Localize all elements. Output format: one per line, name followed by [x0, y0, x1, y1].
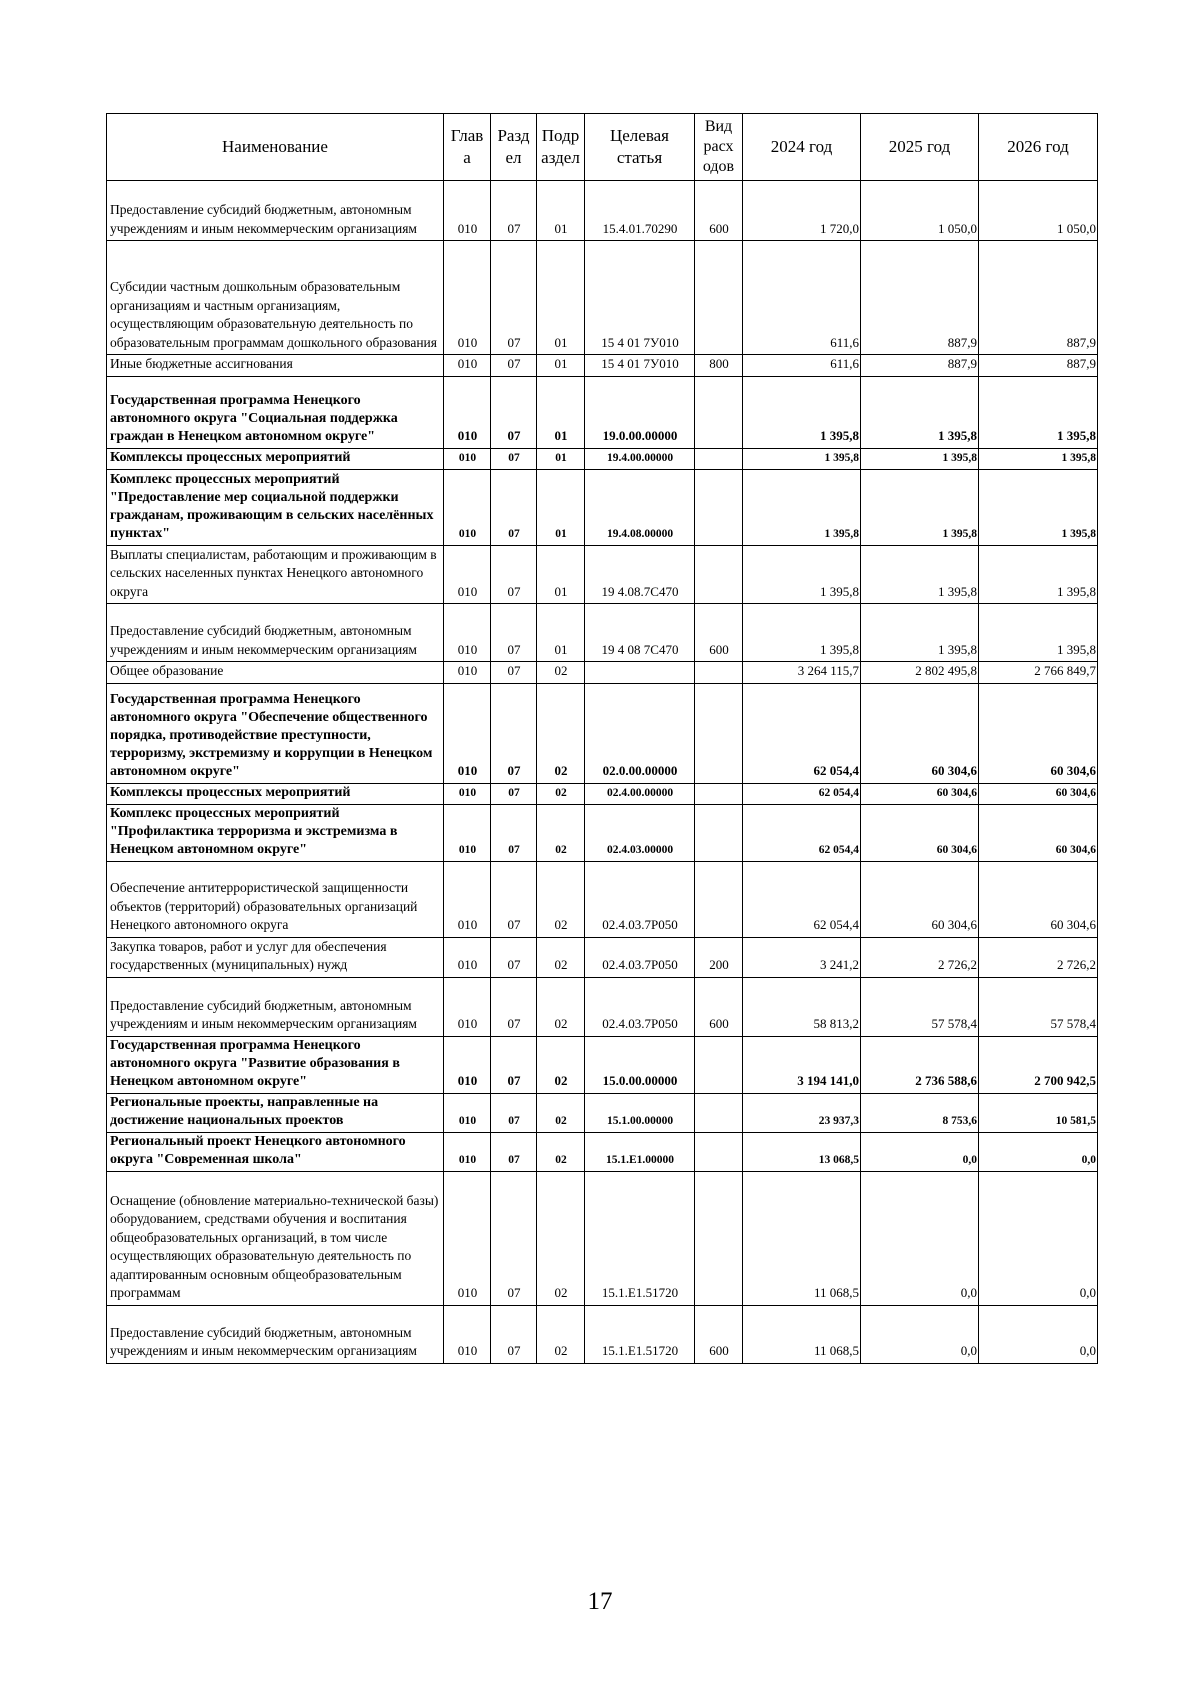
row-name: Комплексы процессных мероприятий	[107, 448, 444, 469]
row-name: Предоставление субсидий бюджетным, автономным учреждениям и иным некоммерческим организациям	[107, 1305, 444, 1363]
celevaya-statya-cell: 19.4.08.00000	[585, 469, 695, 545]
table-row	[107, 683, 1098, 783]
amount-2024-cell: 3 264 115,7	[743, 662, 861, 684]
glava-cell: 010	[444, 448, 491, 469]
glava-cell: 010	[444, 469, 491, 545]
razdel-cell: 07	[491, 1093, 537, 1132]
row-name: Предоставление субсидий бюджетным, автономным учреждениям и иным некоммерческим организациям	[107, 977, 444, 1036]
row-name: Закупка товаров, работ и услуг для обеспечения государственных (муниципальных) нужд	[107, 937, 444, 977]
amount-2025-cell: 1 395,8	[861, 469, 979, 545]
amount-2025-cell: 1 395,8	[861, 604, 979, 662]
podrazdel-cell: 01	[537, 448, 585, 469]
razdel-cell: 07	[491, 604, 537, 662]
amount-2026-cell: 1 395,8	[979, 469, 1098, 545]
table-row	[107, 376, 1098, 448]
glava-cell: 010	[444, 545, 491, 604]
podrazdel-cell: 02	[537, 977, 585, 1036]
vid-rashodov-cell: 600	[695, 1305, 743, 1363]
razdel-cell: 07	[491, 861, 537, 937]
amount-2025-cell: 1 050,0	[861, 181, 979, 241]
amount-2026-cell: 1 050,0	[979, 181, 1098, 241]
table-row	[107, 469, 1098, 545]
table-row	[107, 355, 1098, 377]
table-row	[107, 545, 1098, 604]
table-row	[107, 977, 1098, 1036]
vid-rashodov-cell	[695, 241, 743, 355]
vid-rashodov-cell	[695, 683, 743, 783]
podrazdel-cell: 02	[537, 861, 585, 937]
amount-2026-cell: 60 304,6	[979, 804, 1098, 861]
row-name: Государственная программа Ненецкого автономного округа "Обеспечение общественного порядка, противодействие преступности, терроризму, экстремизму и коррупции в Ненецком автономном округе"	[107, 683, 444, 783]
razdel-cell: 07	[491, 804, 537, 861]
amount-2024-cell: 13 068,5	[743, 1132, 861, 1171]
header-2025: 2025 год	[861, 114, 979, 181]
razdel-cell: 07	[491, 977, 537, 1036]
vid-rashodov-cell: 600	[695, 977, 743, 1036]
glava-cell: 010	[444, 1305, 491, 1363]
celevaya-statya-cell: 19 4.08.7С470	[585, 545, 695, 604]
amount-2025-cell: 887,9	[861, 241, 979, 355]
amount-2025-cell: 60 304,6	[861, 783, 979, 804]
podrazdel-cell: 02	[537, 1036, 585, 1093]
amount-2024-cell: 611,6	[743, 241, 861, 355]
glava-cell: 010	[444, 662, 491, 684]
celevaya-statya-cell: 19.0.00.00000	[585, 376, 695, 448]
row-name: Комплекс процессных мероприятий "Профилактика терроризма и экстремизма в Ненецком автономном округе"	[107, 804, 444, 861]
podrazdel-cell: 01	[537, 181, 585, 241]
table-row	[107, 604, 1098, 662]
glava-cell: 010	[444, 861, 491, 937]
vid-rashodov-cell	[695, 1132, 743, 1171]
amount-2025-cell: 0,0	[861, 1132, 979, 1171]
vid-rashodov-cell: 800	[695, 355, 743, 377]
table-row	[107, 1036, 1098, 1093]
row-name: Общее образование	[107, 662, 444, 684]
vid-rashodov-cell	[695, 1171, 743, 1305]
razdel-cell: 07	[491, 1305, 537, 1363]
glava-cell: 010	[444, 376, 491, 448]
amount-2024-cell: 11 068,5	[743, 1171, 861, 1305]
celevaya-statya-cell: 02.4.03.7Р050	[585, 937, 695, 977]
row-name: Субсидии частным дошкольным образовательным организациям и частным организациям, осуществляющим образовательную деятельность по образовательным программам дошкольного образования	[107, 241, 444, 355]
podrazdel-cell: 01	[537, 469, 585, 545]
table-row	[107, 662, 1098, 684]
amount-2024-cell: 1 395,8	[743, 376, 861, 448]
vid-rashodov-cell: 600	[695, 604, 743, 662]
header-razdel: Разд ел	[491, 114, 537, 181]
row-name: Оснащение (обновление материально-технической базы) оборудованием, средствами обучения и воспитания общеобразовательных организаций, в том числе осуществляющих образовательную деятельность по адаптированным основным общеобразовательным программам	[107, 1171, 444, 1305]
table-row	[107, 937, 1098, 977]
amount-2026-cell: 0,0	[979, 1132, 1098, 1171]
razdel-cell: 07	[491, 448, 537, 469]
podrazdel-cell: 02	[537, 783, 585, 804]
table-row	[107, 1093, 1098, 1132]
amount-2026-cell: 1 395,8	[979, 545, 1098, 604]
razdel-cell: 07	[491, 469, 537, 545]
amount-2026-cell: 57 578,4	[979, 977, 1098, 1036]
vid-rashodov-cell	[695, 861, 743, 937]
celevaya-statya-cell: 15.1.E1.00000	[585, 1132, 695, 1171]
vid-rashodov-cell	[695, 804, 743, 861]
header-2026: 2026 год	[979, 114, 1098, 181]
razdel-cell: 07	[491, 1132, 537, 1171]
glava-cell: 010	[444, 355, 491, 377]
amount-2025-cell: 1 395,8	[861, 376, 979, 448]
razdel-cell: 07	[491, 376, 537, 448]
podrazdel-cell: 02	[537, 804, 585, 861]
razdel-cell: 07	[491, 545, 537, 604]
vid-rashodov-cell	[695, 545, 743, 604]
celevaya-statya-cell: 02.4.03.00000	[585, 804, 695, 861]
podrazdel-cell: 02	[537, 662, 585, 684]
razdel-cell: 07	[491, 181, 537, 241]
budget-table	[106, 113, 1098, 1364]
amount-2026-cell: 60 304,6	[979, 683, 1098, 783]
celevaya-statya-cell: 02.4.00.00000	[585, 783, 695, 804]
amount-2024-cell: 11 068,5	[743, 1305, 861, 1363]
amount-2024-cell: 1 395,8	[743, 448, 861, 469]
razdel-cell: 07	[491, 783, 537, 804]
razdel-cell: 07	[491, 355, 537, 377]
row-name: Государственная программа Ненецкого автономного округа "Социальная поддержка граждан в Ненецком автономном округе"	[107, 376, 444, 448]
header-vid-rashodov: Вид расх одов	[695, 114, 743, 181]
glava-cell: 010	[444, 1171, 491, 1305]
row-name: Иные бюджетные ассигнования	[107, 355, 444, 377]
podrazdel-cell: 02	[537, 683, 585, 783]
header-name: Наименование	[107, 114, 444, 181]
razdel-cell: 07	[491, 937, 537, 977]
glava-cell: 010	[444, 683, 491, 783]
amount-2026-cell: 60 304,6	[979, 783, 1098, 804]
podrazdel-cell: 02	[537, 1171, 585, 1305]
glava-cell: 010	[444, 1132, 491, 1171]
glava-cell: 010	[444, 181, 491, 241]
amount-2026-cell: 60 304,6	[979, 861, 1098, 937]
amount-2025-cell: 2 802 495,8	[861, 662, 979, 684]
glava-cell: 010	[444, 937, 491, 977]
amount-2024-cell: 1 395,8	[743, 469, 861, 545]
amount-2024-cell: 1 720,0	[743, 181, 861, 241]
amount-2025-cell: 1 395,8	[861, 448, 979, 469]
amount-2026-cell: 1 395,8	[979, 376, 1098, 448]
celevaya-statya-cell: 02.4.03.7Р050	[585, 861, 695, 937]
amount-2026-cell: 2 766 849,7	[979, 662, 1098, 684]
header-celevaya-statya: Целевая статья	[585, 114, 695, 181]
razdel-cell: 07	[491, 662, 537, 684]
celevaya-statya-cell	[585, 662, 695, 684]
amount-2025-cell: 60 304,6	[861, 804, 979, 861]
amount-2026-cell: 2 726,2	[979, 937, 1098, 977]
glava-cell: 010	[444, 783, 491, 804]
table-row	[107, 1305, 1098, 1363]
razdel-cell: 07	[491, 1171, 537, 1305]
podrazdel-cell: 01	[537, 604, 585, 662]
razdel-cell: 07	[491, 1036, 537, 1093]
vid-rashodov-cell	[695, 662, 743, 684]
amount-2026-cell: 1 395,8	[979, 604, 1098, 662]
podrazdel-cell: 02	[537, 937, 585, 977]
amount-2024-cell: 1 395,8	[743, 604, 861, 662]
row-name: Комплексы процессных мероприятий	[107, 783, 444, 804]
celevaya-statya-cell: 15.1.00.00000	[585, 1093, 695, 1132]
celevaya-statya-cell: 15.1.E1.51720	[585, 1305, 695, 1363]
glava-cell: 010	[444, 1036, 491, 1093]
vid-rashodov-cell	[695, 1093, 743, 1132]
amount-2025-cell: 1 395,8	[861, 545, 979, 604]
amount-2026-cell: 1 395,8	[979, 448, 1098, 469]
table-row	[107, 804, 1098, 861]
glava-cell: 010	[444, 804, 491, 861]
amount-2024-cell: 62 054,4	[743, 804, 861, 861]
row-name: Региональный проект Ненецкого автономного округа "Современная школа"	[107, 1132, 444, 1171]
celevaya-statya-cell: 02.4.03.7Р050	[585, 977, 695, 1036]
celevaya-statya-cell: 19 4 08 7С470	[585, 604, 695, 662]
row-name: Предоставление субсидий бюджетным, автономным учреждениям и иным некоммерческим организациям	[107, 181, 444, 241]
amount-2025-cell: 60 304,6	[861, 861, 979, 937]
vid-rashodov-cell: 600	[695, 181, 743, 241]
vid-rashodov-cell	[695, 448, 743, 469]
row-name: Государственная программа Ненецкого автономного округа "Развитие образования в Ненецком автономном округе"	[107, 1036, 444, 1093]
vid-rashodov-cell	[695, 376, 743, 448]
podrazdel-cell: 01	[537, 241, 585, 355]
podrazdel-cell: 02	[537, 1093, 585, 1132]
amount-2026-cell: 887,9	[979, 355, 1098, 377]
razdel-cell: 07	[491, 241, 537, 355]
glava-cell: 010	[444, 241, 491, 355]
amount-2026-cell: 2 700 942,5	[979, 1036, 1098, 1093]
amount-2024-cell: 58 813,2	[743, 977, 861, 1036]
vid-rashodov-cell	[695, 469, 743, 545]
header-glava: Глав а	[444, 114, 491, 181]
table-row	[107, 181, 1098, 241]
amount-2024-cell: 23 937,3	[743, 1093, 861, 1132]
amount-2025-cell: 0,0	[861, 1171, 979, 1305]
amount-2024-cell: 3 241,2	[743, 937, 861, 977]
podrazdel-cell: 02	[537, 1305, 585, 1363]
table-row	[107, 448, 1098, 469]
glava-cell: 010	[444, 1093, 491, 1132]
row-name: Региональные проекты, направленные на достижение национальных проектов	[107, 1093, 444, 1132]
celevaya-statya-cell: 15 4 01 7У010	[585, 355, 695, 377]
amount-2025-cell: 60 304,6	[861, 683, 979, 783]
celevaya-statya-cell: 15.1.E1.51720	[585, 1171, 695, 1305]
amount-2024-cell: 62 054,4	[743, 861, 861, 937]
podrazdel-cell: 01	[537, 376, 585, 448]
amount-2026-cell: 887,9	[979, 241, 1098, 355]
amount-2024-cell: 611,6	[743, 355, 861, 377]
table-row	[107, 241, 1098, 355]
celevaya-statya-cell: 15.0.00.00000	[585, 1036, 695, 1093]
table-row	[107, 1171, 1098, 1305]
celevaya-statya-cell: 15.4.01.70290	[585, 181, 695, 241]
vid-rashodov-cell: 200	[695, 937, 743, 977]
amount-2024-cell: 62 054,4	[743, 683, 861, 783]
page-number: 17	[587, 1588, 613, 1615]
glava-cell: 010	[444, 604, 491, 662]
row-name: Обеспечение антитеррористической защищенности объектов (территорий) образовательных организаций Ненецкого автономного округа	[107, 861, 444, 937]
podrazdel-cell: 02	[537, 1132, 585, 1171]
amount-2025-cell: 57 578,4	[861, 977, 979, 1036]
amount-2025-cell: 887,9	[861, 355, 979, 377]
row-name: Предоставление субсидий бюджетным, автономным учреждениям и иным некоммерческим организациям	[107, 604, 444, 662]
amount-2024-cell: 62 054,4	[743, 783, 861, 804]
table-row	[107, 1132, 1098, 1171]
amount-2025-cell: 2 726,2	[861, 937, 979, 977]
row-name: Комплекс процессных мероприятий "Предоставление мер социальной поддержки гражданам, проживающим в сельских населённых пунктах"	[107, 469, 444, 545]
celevaya-statya-cell: 19.4.00.00000	[585, 448, 695, 469]
table-row	[107, 783, 1098, 804]
amount-2026-cell: 10 581,5	[979, 1093, 1098, 1132]
header-row	[107, 114, 1098, 181]
vid-rashodov-cell	[695, 1036, 743, 1093]
amount-2024-cell: 1 395,8	[743, 545, 861, 604]
celevaya-statya-cell: 15 4 01 7У010	[585, 241, 695, 355]
amount-2026-cell: 0,0	[979, 1171, 1098, 1305]
header-podrazdel: Подр аздел	[537, 114, 585, 181]
razdel-cell: 07	[491, 683, 537, 783]
row-name: Выплаты специалистам, работающим и проживающим в сельских населенных пунктах Ненецкого автономного округа	[107, 545, 444, 604]
glava-cell: 010	[444, 977, 491, 1036]
amount-2025-cell: 0,0	[861, 1305, 979, 1363]
header-2024: 2024 год	[743, 114, 861, 181]
amount-2025-cell: 2 736 588,6	[861, 1036, 979, 1093]
amount-2026-cell: 0,0	[979, 1305, 1098, 1363]
celevaya-statya-cell: 02.0.00.00000	[585, 683, 695, 783]
podrazdel-cell: 01	[537, 545, 585, 604]
table-row	[107, 861, 1098, 937]
vid-rashodov-cell	[695, 783, 743, 804]
amount-2024-cell: 3 194 141,0	[743, 1036, 861, 1093]
amount-2025-cell: 8 753,6	[861, 1093, 979, 1132]
podrazdel-cell: 01	[537, 355, 585, 377]
